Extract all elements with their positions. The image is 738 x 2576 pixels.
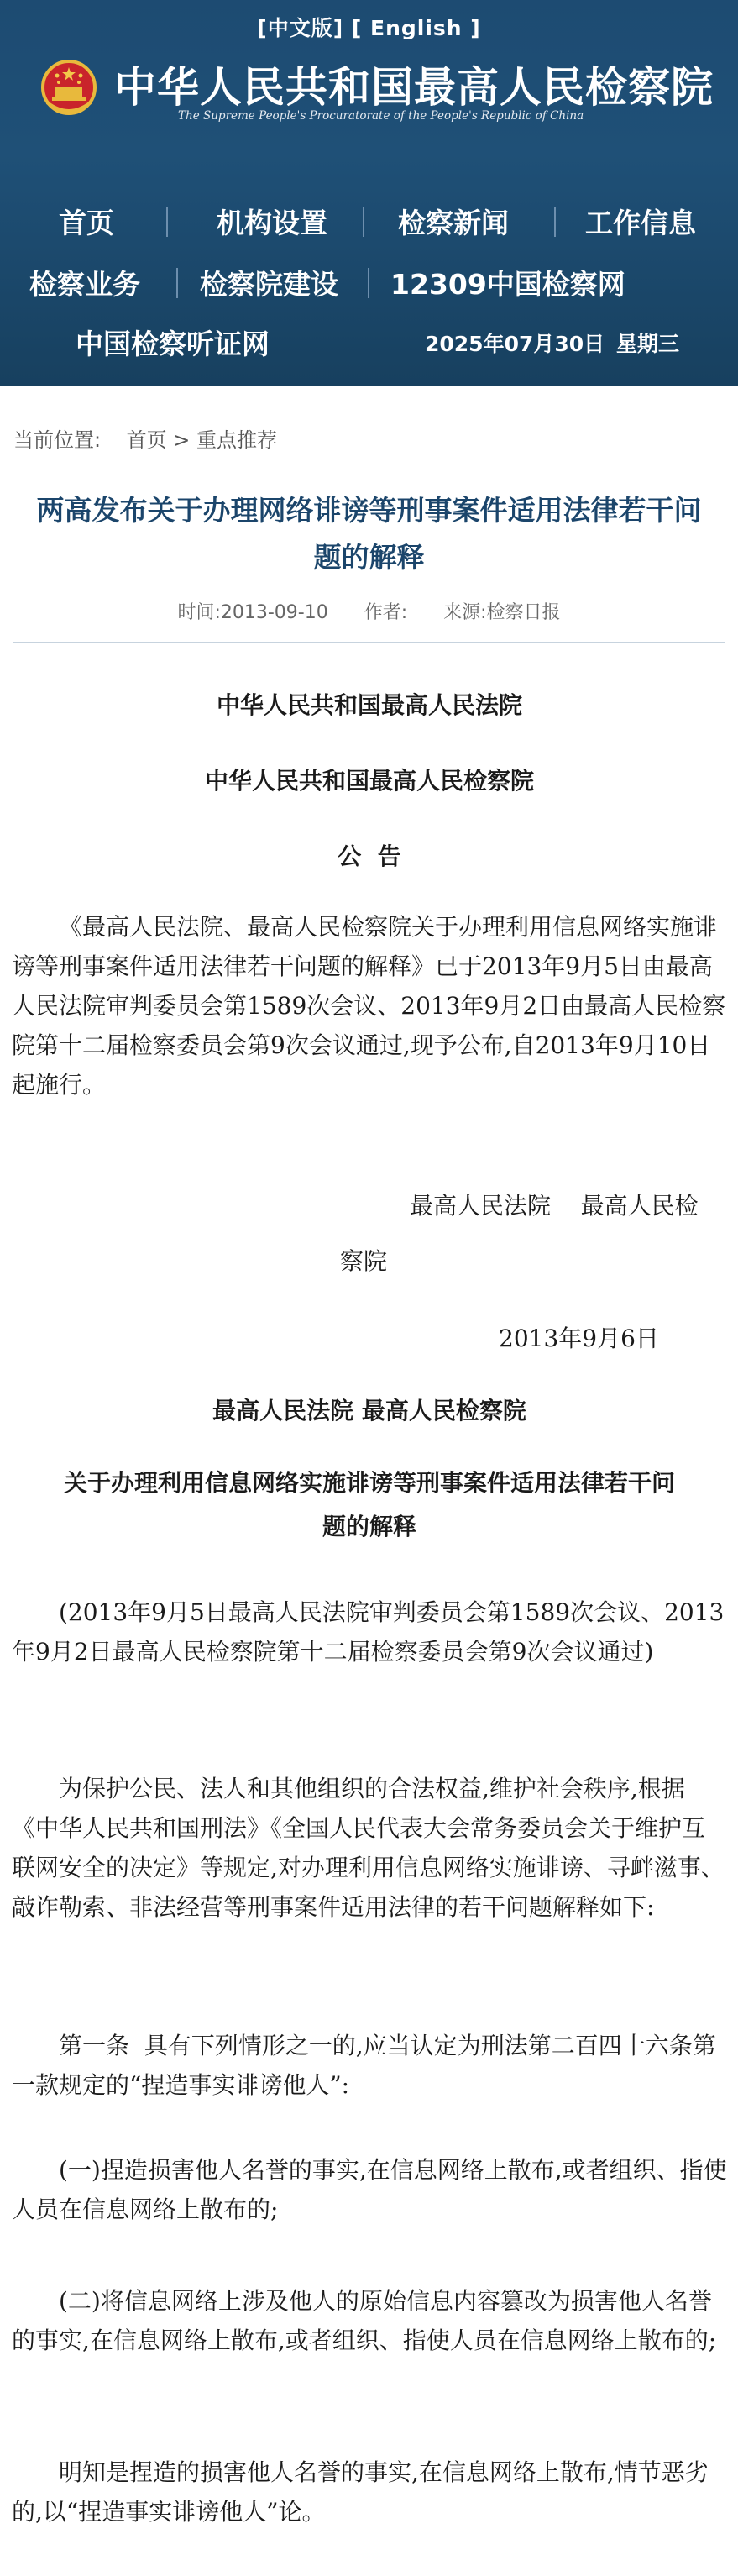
adoption-note: (2013年9月5日最高人民法院审判委员会第1589次会议、2013年9月2日最高人民检察院第十二届检察委员会第9次会议通过) [12, 1598, 725, 1666]
nav-separator [368, 268, 369, 298]
site-title[interactable]: 中华人民共和国最高人民检察院 [114, 63, 714, 112]
nav-row-3 [0, 323, 738, 365]
publish-time: 时间:2013-09-10 [177, 602, 328, 623]
nav-separator [176, 268, 178, 298]
signature-line-2: 察院 [340, 1247, 388, 1275]
heading-supreme-court: 中华人民共和国最高人民法院 [216, 691, 522, 719]
heading-announcement: 公 告 [338, 842, 401, 870]
site-subtitle: The Supreme People's Procuratorate of the People's Republic of China [178, 109, 584, 123]
article-author: 作者: [364, 602, 408, 623]
nav-work-info[interactable]: 工作信息 [585, 207, 696, 239]
article-one-item-1: (一)捏造损害他人名誉的事实,在信息网络上散布,或者组织、指使人员在信息网络上散布的; [12, 2156, 727, 2223]
nav-hearing-network[interactable]: 中国检察听证网 [76, 328, 270, 360]
breadcrumb-home-link[interactable]: 首页 [126, 428, 167, 452]
announcement-paragraph: 《最高人民法院、最高人民检察院关于办理利用信息网络实施诽谤等刑事案件适用法律若干问题的解释》已于2013年9月5日由最高人民法院审判委员会第1589次会议、2013年9月2日由最高人民检察院第十二届检察委员会第9次会议通过,现予公布,自2013年9月10日起施行。 [12, 913, 726, 1099]
heading-joint-issuers: 最高人民法院 最高人民检察院 [212, 1397, 526, 1424]
nav-separator [166, 207, 168, 237]
nav-separator [363, 207, 364, 237]
breadcrumb-section-link[interactable]: 重点推荐 [196, 428, 277, 452]
nav-org-structure[interactable]: 机构设置 [217, 207, 327, 239]
nav-procuratorate-construction[interactable]: 检察院建设 [200, 268, 338, 301]
breadcrumb [13, 423, 277, 453]
nav-procuratorial-business[interactable]: 检察业务 [29, 268, 140, 301]
lang-chinese-link[interactable]: [中文版] [257, 16, 344, 40]
national-emblem-icon[interactable] [40, 59, 97, 118]
article-meta [0, 598, 738, 624]
heading-interpretation-title: 关于办理利用信息网络实施诽谤等刑事案件适用法律若干问题的解释 [63, 1469, 675, 1540]
language-switcher [0, 12, 738, 42]
article-one-conclusion: 明知是捏造的损害他人名誉的事实,在信息网络上散布,情节恶劣的,以“捏造事实诽谤他人”论。 [12, 2458, 709, 2526]
heading-supreme-procuratorate: 中华人民共和国最高人民检察院 [204, 767, 534, 795]
signature-date: 2013年9月6日 [499, 1325, 659, 1352]
nav-procuratorate-news[interactable]: 检察新闻 [398, 207, 509, 239]
breadcrumb-separator: > [173, 428, 191, 452]
nav-row-2 [0, 263, 738, 305]
nav-12309-link[interactable]: 12309中国检察网 [390, 268, 625, 301]
breadcrumb-prefix: 当前位置: [13, 428, 102, 452]
article-title: 两高发布关于办理网络诽谤等刑事案件适用法律若干问题的解释 [36, 494, 702, 574]
article-source: 来源:检察日报 [443, 602, 561, 623]
lang-english-link[interactable]: [ English ] [351, 16, 481, 40]
current-date: 2025年07月30日 [425, 332, 605, 356]
current-weekday: 星期三 [616, 332, 680, 356]
title-divider [13, 642, 725, 643]
signature-line-1: 最高人民法院 最高人民检 [410, 1192, 699, 1220]
nav-separator [554, 207, 556, 237]
article-one-item-2: (二)将信息网络上涉及他人的原始信息内容篡改为损害他人名誉的事实,在信息网络上散布,或者组织、指使人员在信息网络上散布的; [12, 2287, 717, 2354]
article-one: 第一条 具有下列情形之一的,应当认定为刑法第二百四十六条第一款规定的“捏造事实诽谤他人”: [12, 2032, 716, 2099]
nav-home[interactable]: 首页 [59, 207, 114, 239]
intro-paragraph: 为保护公民、法人和其他组织的合法权益,维护社会秩序,根据《中华人民共和国刑法》《全国人民代表大会常务委员会关于维护互联网安全的决定》等规定,对办理利用信息网络实施诽谤、寻衅滋事、敲诈勒索、非法经营等刑事案件适用法律的若干问题解释如下: [12, 1775, 725, 1921]
nav-row-1 [0, 202, 738, 244]
site-header [0, 0, 738, 386]
